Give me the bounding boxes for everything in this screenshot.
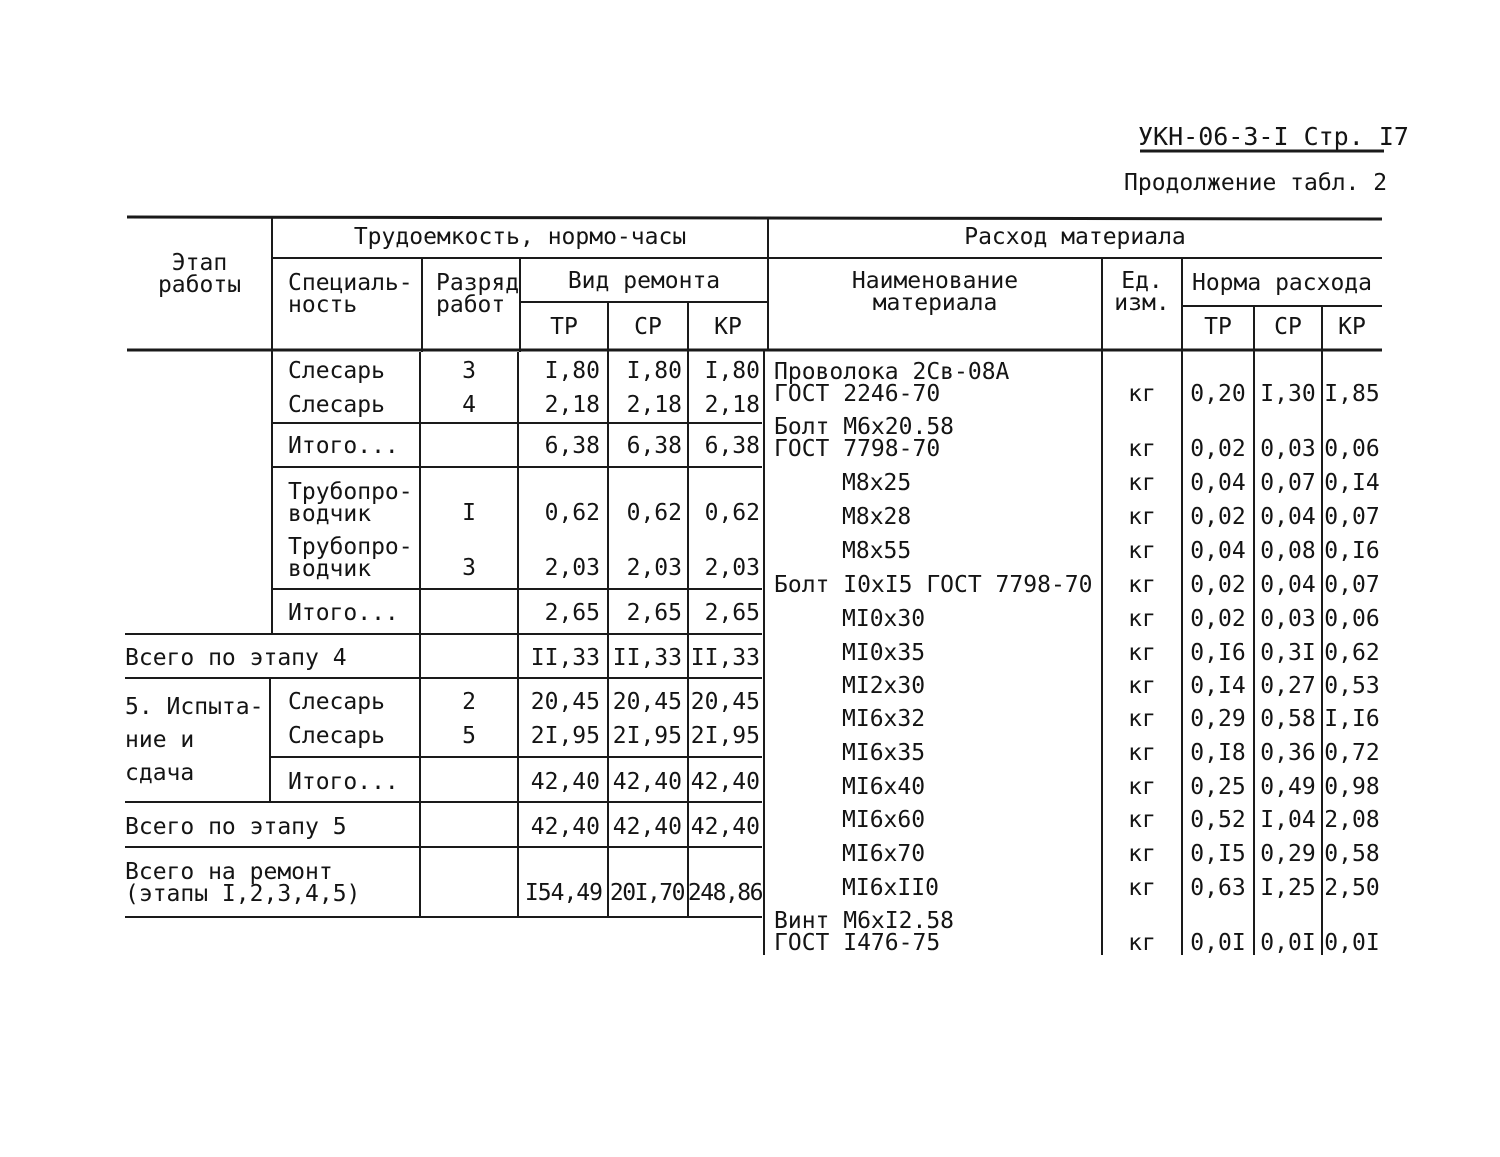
grade-cell: 2: [462, 689, 476, 715]
col-tr-header: ТР: [550, 314, 578, 340]
kr-cell: 2,65: [704, 600, 760, 626]
norm-kr-cell: 0,I4: [1324, 470, 1380, 496]
norm-tr-cell: 0,20: [1190, 381, 1246, 407]
norm-kr-cell: 0,58: [1324, 841, 1380, 867]
unit-cell: кг: [1128, 538, 1156, 564]
norm-sr-cell: 0,03: [1260, 606, 1316, 632]
sr-cell: 2,65: [626, 600, 682, 626]
material-name-cell: МI6хII0: [842, 875, 939, 901]
specialty-cell: Слесарь: [288, 358, 385, 384]
tr-cell: 6,38: [544, 433, 600, 459]
specialty-cell: Итого...: [288, 600, 399, 626]
col-norm-sr-header: СР: [1274, 314, 1302, 340]
tr-cell: II,33: [530, 645, 600, 671]
kr-cell: 2I,95: [690, 723, 760, 749]
sr-cell: 20,45: [612, 689, 682, 715]
material-name-cell: М8х25: [842, 470, 912, 496]
stage-total-cell: Всего по этапу 4: [125, 645, 347, 671]
kr-cell: 0,62: [704, 500, 760, 526]
norm-tr-cell: 0,02: [1190, 504, 1246, 530]
norm-tr-cell: 0,I8: [1190, 740, 1246, 766]
tr-cell: 2I,95: [530, 723, 600, 749]
kr-cell: 248,86: [687, 880, 762, 906]
norm-tr-cell: 0,29: [1190, 706, 1246, 732]
norm-tr-cell: 0,I6: [1190, 640, 1246, 666]
col-material-name-header: Наименование материала: [851, 268, 1019, 316]
tr-cell: I54,49: [524, 880, 602, 906]
norm-tr-cell: 0,0I: [1190, 930, 1246, 956]
sr-cell: 6,38: [626, 433, 682, 459]
col-norm-tr-header: ТР: [1204, 314, 1232, 340]
tr-cell: 2,03: [544, 555, 600, 581]
kr-cell: 6,38: [704, 433, 760, 459]
tr-cell: 0,62: [544, 500, 600, 526]
material-name-cell: Болт I0хI5 ГОСТ 7798-70: [774, 572, 1093, 598]
grade-cell: 4: [462, 392, 476, 418]
norm-sr-cell: 0,04: [1260, 572, 1316, 598]
sr-cell: 42,40: [612, 769, 682, 795]
norm-kr-cell: I,85: [1324, 381, 1380, 407]
norm-tr-cell: 0,52: [1190, 807, 1246, 833]
material-name-cell: Проволока 2Св-08А ГОСТ 2246-70: [774, 359, 1010, 407]
sr-cell: I,80: [626, 358, 682, 384]
norm-sr-cell: 0,08: [1260, 538, 1316, 564]
norm-tr-cell: 0,25: [1190, 774, 1246, 800]
sr-cell: II,33: [612, 645, 682, 671]
norm-kr-cell: 0,06: [1324, 606, 1380, 632]
table-continuation-label: Продолжение табл. 2: [1124, 170, 1388, 196]
repair-total-cell: Всего на ремонт (этапы I,2,3,4,5): [125, 859, 361, 907]
col-unit-header: Ед. изм.: [1114, 268, 1170, 316]
norm-kr-cell: 2,08: [1324, 807, 1380, 833]
col-kr-header: КР: [714, 314, 742, 340]
norm-sr-cell: I,25: [1260, 875, 1316, 901]
unit-cell: кг: [1128, 381, 1156, 407]
col-norm-header: Норма расхода: [1191, 270, 1372, 296]
specialty-cell: Трубопро- водчик: [288, 534, 413, 582]
specialty-cell: Слесарь: [288, 689, 385, 715]
unit-cell: кг: [1128, 774, 1156, 800]
specialty-cell: Итого...: [288, 433, 399, 459]
norm-kr-cell: 0,62: [1324, 640, 1380, 666]
norm-sr-cell: 0,58: [1260, 706, 1316, 732]
norm-kr-cell: 0,53: [1324, 673, 1380, 699]
tr-cell: 2,65: [544, 600, 600, 626]
col-grade-header: Разряд работ: [436, 272, 520, 316]
sr-cell: 2,18: [626, 392, 682, 418]
kr-cell: 2,18: [704, 392, 760, 418]
grade-cell: 3: [462, 555, 476, 581]
unit-cell: кг: [1128, 807, 1156, 833]
tr-cell: 20,45: [530, 689, 600, 715]
norm-tr-cell: 0,02: [1190, 436, 1246, 462]
norm-tr-cell: 0,02: [1190, 606, 1246, 632]
kr-cell: 42,40: [690, 769, 760, 795]
norm-tr-cell: 0,04: [1190, 538, 1246, 564]
specialty-cell: Трубопро- водчик: [288, 479, 413, 527]
norm-kr-cell: 0,I6: [1324, 538, 1380, 564]
sr-cell: 2,03: [626, 555, 682, 581]
norm-kr-cell: 0,07: [1324, 572, 1380, 598]
norm-kr-cell: 0,72: [1324, 740, 1380, 766]
norm-sr-cell: 0,07: [1260, 470, 1316, 496]
unit-cell: кг: [1128, 640, 1156, 666]
col-norm-kr-header: КР: [1338, 314, 1366, 340]
norm-kr-cell: 0,07: [1324, 504, 1380, 530]
tr-cell: I,80: [544, 358, 600, 384]
unit-cell: кг: [1128, 673, 1156, 699]
unit-cell: кг: [1128, 875, 1156, 901]
labor-group-title: Трудоемкость, нормо-часы: [353, 224, 687, 250]
tr-cell: 42,40: [530, 769, 600, 795]
specialty-cell: Слесарь: [288, 392, 385, 418]
stage-total-cell: Всего по этапу 5: [125, 814, 347, 840]
stage-cell: 5. Испыта- ние и сдача: [125, 694, 264, 786]
norm-sr-cell: 0,49: [1260, 774, 1316, 800]
material-name-cell: МI0х30: [842, 606, 926, 632]
norm-sr-cell: 0,0I: [1260, 930, 1316, 956]
col-stage-header: Этап работы: [157, 250, 242, 298]
norm-tr-cell: 0,02: [1190, 572, 1246, 598]
kr-cell: 42,40: [690, 814, 760, 840]
kr-cell: I,80: [704, 358, 760, 384]
norm-tr-cell: 0,04: [1190, 470, 1246, 496]
norm-sr-cell: 0,29: [1260, 841, 1316, 867]
sr-cell: 42,40: [612, 814, 682, 840]
col-sr-header: СР: [634, 314, 662, 340]
unit-cell: кг: [1128, 841, 1156, 867]
norm-kr-cell: 2,50: [1324, 875, 1380, 901]
unit-cell: кг: [1128, 606, 1156, 632]
specialty-cell: Слесарь: [288, 723, 385, 749]
material-name-cell: Болт М6х20.58 ГОСТ 7798-70: [774, 414, 955, 462]
sr-cell: 2I,95: [612, 723, 682, 749]
norm-tr-cell: 0,63: [1190, 875, 1246, 901]
unit-cell: кг: [1128, 470, 1156, 496]
sr-cell: 0,62: [626, 500, 682, 526]
material-name-cell: МI0х35: [842, 640, 926, 666]
material-name-cell: М8х28: [842, 504, 912, 530]
specialty-cell: Итого...: [288, 769, 399, 795]
norm-sr-cell: 0,3I: [1260, 640, 1316, 666]
unit-cell: кг: [1128, 436, 1156, 462]
norm-sr-cell: I,04: [1260, 807, 1316, 833]
material-name-cell: М8х55: [842, 538, 912, 564]
unit-cell: кг: [1128, 740, 1156, 766]
norm-kr-cell: I,I6: [1324, 706, 1380, 732]
material-group-title: Расход материала: [964, 224, 1186, 250]
norm-sr-cell: I,30: [1260, 381, 1316, 407]
grade-cell: 5: [462, 723, 476, 749]
unit-cell: кг: [1128, 706, 1156, 732]
material-name-cell: МI6х35: [842, 740, 926, 766]
document-code: УКН-06-3-I Стр. I7: [1138, 122, 1409, 151]
norm-tr-cell: 0,I5: [1190, 841, 1246, 867]
norm-tr-cell: 0,I4: [1190, 673, 1246, 699]
norm-kr-cell: 0,98: [1324, 774, 1380, 800]
norm-sr-cell: 0,27: [1260, 673, 1316, 699]
material-name-cell: Винт М6хI2.58 ГОСТ I476-75: [774, 908, 955, 956]
norm-kr-cell: 0,0I: [1324, 930, 1380, 956]
material-name-cell: МI2х30: [842, 673, 926, 699]
col-specialty-header: Специаль- ность: [288, 270, 413, 318]
sr-cell: 20I,70: [609, 880, 684, 906]
kr-cell: II,33: [690, 645, 760, 671]
material-name-cell: МI6х60: [842, 807, 926, 833]
norm-sr-cell: 0,03: [1260, 436, 1316, 462]
norm-sr-cell: 0,04: [1260, 504, 1316, 530]
col-repair-type-header: Вид ремонта: [567, 268, 721, 294]
kr-cell: 20,45: [690, 689, 760, 715]
grade-cell: 3: [462, 358, 476, 384]
material-name-cell: МI6х70: [842, 841, 926, 867]
tr-cell: 2,18: [544, 392, 600, 418]
norm-kr-cell: 0,06: [1324, 436, 1380, 462]
kr-cell: 2,03: [704, 555, 760, 581]
material-name-cell: МI6х40: [842, 774, 926, 800]
grade-cell: I: [462, 500, 476, 526]
material-name-cell: МI6х32: [842, 706, 926, 732]
unit-cell: кг: [1128, 504, 1156, 530]
unit-cell: кг: [1128, 930, 1156, 956]
tr-cell: 42,40: [530, 814, 600, 840]
unit-cell: кг: [1128, 572, 1156, 598]
norm-sr-cell: 0,36: [1260, 740, 1316, 766]
